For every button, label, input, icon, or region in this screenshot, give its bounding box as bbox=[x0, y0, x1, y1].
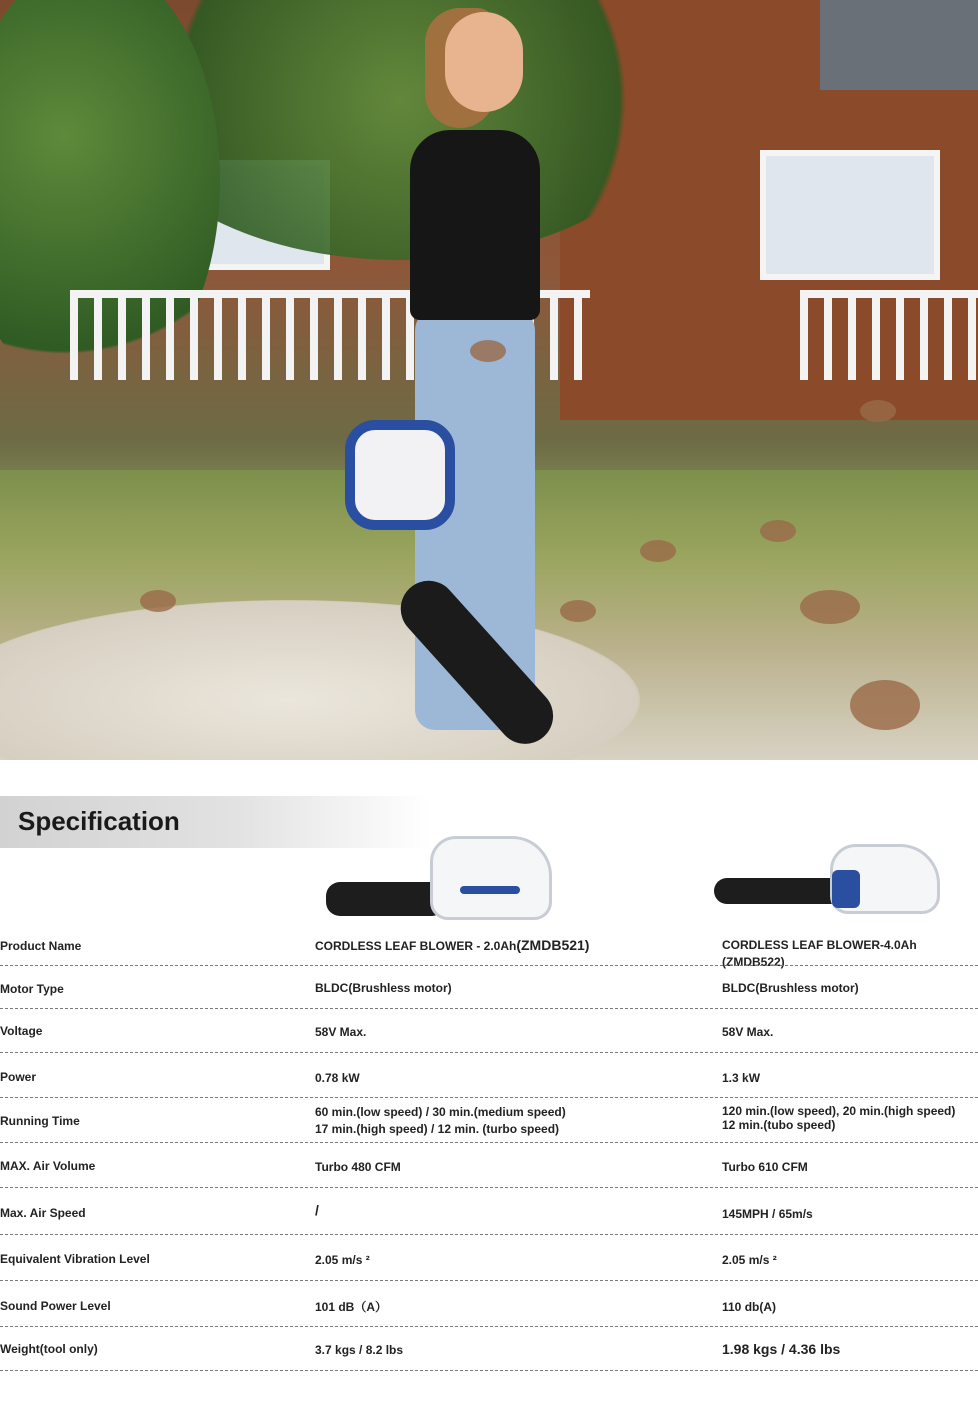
row-divider bbox=[0, 1326, 978, 1327]
running-time-line: 60 min.(low speed) / 30 min.(medium speed) bbox=[315, 1105, 566, 1119]
leaf-blower-icon bbox=[345, 420, 455, 530]
product-image-zmdb522 bbox=[710, 838, 950, 918]
row-divider bbox=[0, 1052, 978, 1053]
vibration-1: 2.05 m/s ² bbox=[315, 1253, 370, 1267]
leaf-icon bbox=[640, 540, 676, 562]
motor-type-2: BLDC(Brushless motor) bbox=[722, 981, 859, 995]
sound-power-1: 101 dB（A） bbox=[315, 1300, 388, 1314]
row-divider bbox=[0, 1097, 978, 1098]
porch-railing bbox=[800, 290, 978, 380]
row-divider bbox=[0, 1234, 978, 1235]
row-divider bbox=[0, 1280, 978, 1281]
row-label-vibration: Equivalent Vibration Level bbox=[0, 1252, 150, 1266]
row-label-air-speed: Max. Air Speed bbox=[0, 1206, 86, 1220]
running-time-line: 17 min.(high speed) / 12 min. (turbo speed) bbox=[315, 1122, 560, 1136]
section-title: Specification bbox=[18, 806, 180, 836]
leaf-icon bbox=[860, 400, 896, 422]
product-model: (ZMDB522) bbox=[722, 955, 785, 969]
weight-2: 1.98 kgs / 4.36 lbs bbox=[722, 1341, 841, 1357]
power-2: 1.3 kW bbox=[722, 1071, 761, 1085]
row-label-voltage: Voltage bbox=[0, 1024, 43, 1038]
person-top bbox=[410, 130, 540, 320]
row-divider bbox=[0, 965, 978, 966]
leaf-icon bbox=[800, 590, 860, 624]
running-time-line: 120 min.(low speed), 20 min.(high speed) bbox=[722, 1104, 956, 1118]
voltage-1: 58V Max. bbox=[315, 1025, 367, 1039]
house-roof bbox=[820, 0, 978, 90]
row-label-product-name: Product Name bbox=[0, 939, 82, 953]
row-label-weight: Weight(tool only) bbox=[0, 1342, 98, 1356]
running-time-1 bbox=[315, 1104, 566, 1138]
voltage-2: 58V Max. bbox=[722, 1025, 774, 1039]
row-label-power: Power bbox=[0, 1070, 37, 1084]
leaf-blower-icon bbox=[430, 836, 552, 920]
window bbox=[760, 150, 940, 280]
sound-power-2: 110 db(A) bbox=[722, 1300, 777, 1314]
air-volume-2: Turbo 610 CFM bbox=[722, 1160, 808, 1174]
blower-tube bbox=[326, 882, 446, 916]
product-name-prefix: CORDLESS LEAF BLOWER-4.0Ah bbox=[722, 938, 917, 952]
brand-stripe bbox=[460, 886, 520, 894]
product-name-prefix: CORDLESS LEAF BLOWER - 2.0Ah bbox=[315, 939, 517, 953]
row-divider bbox=[0, 1370, 978, 1371]
leaf-icon bbox=[760, 520, 796, 542]
row-divider bbox=[0, 1187, 978, 1188]
product-model: (ZMDB521) bbox=[516, 937, 590, 953]
motor-type-1: BLDC(Brushless motor) bbox=[315, 981, 452, 995]
air-speed-1: / bbox=[315, 1202, 319, 1218]
weight-1: 3.7 kgs / 8.2 lbs bbox=[315, 1343, 404, 1357]
power-1: 0.78 kW bbox=[315, 1071, 360, 1085]
running-time-line: 12 min.(tubo speed) bbox=[722, 1118, 836, 1132]
air-volume-1: Turbo 480 CFM bbox=[315, 1160, 401, 1174]
row-label-sound-power: Sound Power Level bbox=[0, 1299, 111, 1313]
running-time-2 bbox=[722, 1104, 955, 1132]
row-label-motor-type: Motor Type bbox=[0, 982, 64, 996]
product-image-zmdb521 bbox=[320, 826, 560, 926]
leaf-icon bbox=[470, 340, 506, 362]
person-head bbox=[445, 12, 523, 112]
leaf-icon bbox=[850, 680, 920, 730]
air-speed-2: 145MPH / 65m/s bbox=[722, 1207, 813, 1221]
row-divider bbox=[0, 1142, 978, 1143]
leaf-icon bbox=[560, 600, 596, 622]
row-divider bbox=[0, 1008, 978, 1009]
row-label-running-time: Running Time bbox=[0, 1114, 80, 1128]
row-label-air-volume: MAX. Air Volume bbox=[0, 1159, 96, 1173]
vibration-2: 2.05 m/s ² bbox=[722, 1253, 777, 1267]
product-name-1 bbox=[315, 937, 589, 955]
brand-stripe bbox=[832, 870, 860, 908]
leaf-icon bbox=[140, 590, 176, 612]
blower-tube bbox=[714, 878, 844, 904]
